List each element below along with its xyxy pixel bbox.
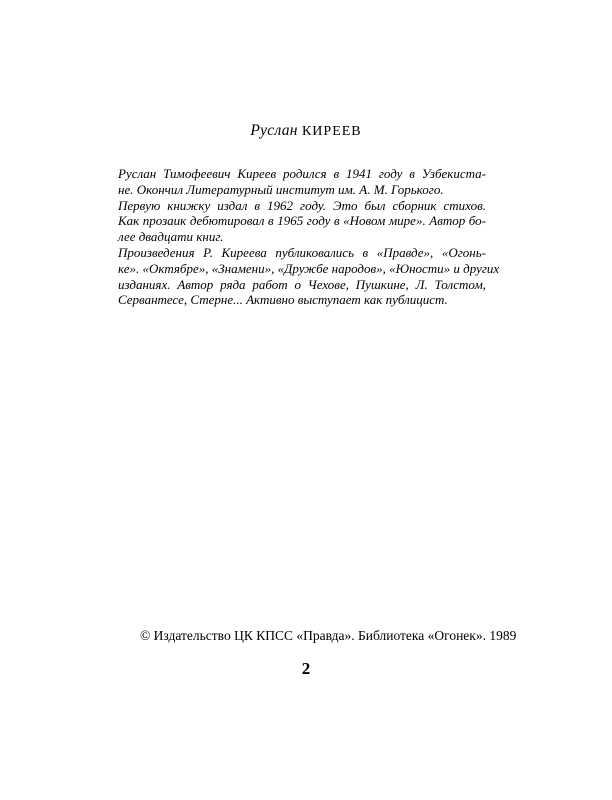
bio-paragraph — [118, 244, 500, 308]
bio-line: ке». «Октябре», «Знамени», «Дружбе народов», «Юности» и других — [118, 260, 500, 276]
bio-line: Произведения Р. Киреева публиковались в «Правде», «Огонь- — [118, 244, 486, 260]
bio-line: Сервантесе, Стерне... Активно выступает как публицист. — [118, 292, 448, 308]
bio-line: изданиях. Автор ряда работ о Чехове, Пушкине, Л. Толстом, — [118, 276, 486, 292]
bio-line: лее двадцати книг. — [118, 229, 224, 245]
author-first-name: Руслан — [250, 122, 298, 139]
author-biography — [118, 166, 500, 308]
author-name — [0, 122, 612, 140]
bio-line: Первую книжку издал в 1962 году. Это был сборник стихов. — [118, 197, 486, 213]
bio-line: Руслан Тимофеевич Киреев родился в 1941 году в Узбекиста- — [118, 166, 486, 181]
page-number: 2 — [301, 659, 311, 678]
bio-paragraph — [118, 198, 486, 245]
bio-line: не. Окончил Литературный институт им. А. М. Горького. — [118, 181, 444, 197]
author-last-name: КИРЕЕВ — [301, 124, 362, 139]
bio-paragraph — [118, 166, 486, 198]
copyright-notice: © Издательство ЦК КПСС «Правда». Библиотека «Огонек». 1989 — [140, 628, 517, 643]
bio-line: Как прозаик дебютировал в 1965 году в «Новом мире». Автор бо- — [118, 213, 486, 229]
